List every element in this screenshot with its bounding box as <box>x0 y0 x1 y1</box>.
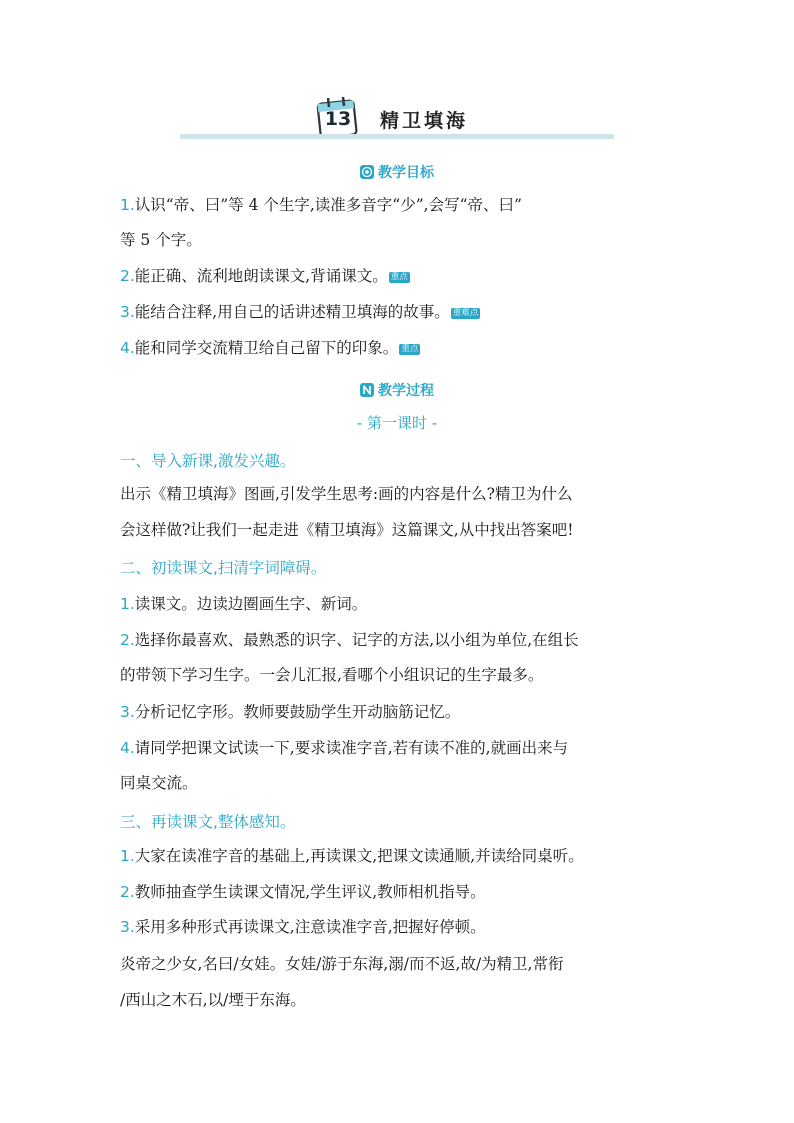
title-divider <box>180 134 614 139</box>
part-3-item-3: 3.采用多种形式再读课文,注意读准字音,把握好停顿。 <box>120 918 486 936</box>
part-2-item-2-cont: 的带领下学习生字。一会儿汇报,看哪个小组识记的生字最多。 <box>120 666 544 684</box>
part-1-text-cont: 会这样做?让我们一起走进《精卫填海》这篇课文,从中找出答案吧! <box>120 521 574 539</box>
part-2-item-4-cont: 同桌交流。 <box>120 774 198 792</box>
process-heading-text: 教学过程 <box>378 383 434 399</box>
part-3-item-1: 1.大家在读准字音的基础上,再读课文,把课文读通顺,并读给同桌听。 <box>120 847 584 865</box>
lesson-number: 13 <box>324 108 352 130</box>
part-2-item-4: 4.请同学把课文试读一下,要求读准字音,若有读不准的,就画出来与 <box>120 739 569 757</box>
lesson-title: 精卫填海 <box>380 110 469 132</box>
objective-1-cont: 等 5 个字。 <box>120 231 202 249</box>
objective-1: 1.认识“帝、曰”等 4 个生字,读准多音字“少”,会写“帝、曰” <box>120 196 522 214</box>
part-2-heading: 二、初读课文,扫清字词障碍。 <box>120 559 327 577</box>
objective-4: 4.能和同学交流精卫给自己留下的印象。 重点 <box>120 339 419 357</box>
n-letter-icon <box>360 383 374 397</box>
part-1-heading: 一、导入新课,激发兴趣。 <box>120 452 296 470</box>
key-point-tag: 重点 <box>401 344 419 354</box>
key-difficult-tag: 重难点 <box>452 308 479 318</box>
session-label: - 第一课时 - <box>356 414 438 432</box>
part-3-heading: 三、再读课文,整体感知。 <box>120 813 296 831</box>
objective-2: 2.能正确、流利地朗读课文,背诵课文。 重点 <box>120 267 408 285</box>
part-2-item-2: 2.选择你最喜欢、最熟悉的识字、记字的方法,以小组为单位,在组长 <box>120 631 579 649</box>
target-icon <box>360 165 374 179</box>
part-3-item-2: 2.教师抽查学生读课文情况,学生评议,教师相机指导。 <box>120 883 486 901</box>
objective-3: 3.能结合注释,用自己的话讲述精卫填海的故事。 重难点 <box>120 303 479 321</box>
process-heading <box>0 380 794 400</box>
part-2-item-3: 3.分析记忆字形。教师要鼓励学生开动脑筋记忆。 <box>120 703 461 721</box>
classical-text-cont: /西山之木石,以/堙于东海。 <box>120 991 306 1009</box>
lesson-header <box>180 92 614 144</box>
objectives-heading-text: 教学目标 <box>378 165 434 181</box>
objectives-heading <box>0 162 794 182</box>
part-1-text: 出示《精卫填海》图画,引发学生思考:画的内容是什么?精卫为什么 <box>120 485 573 503</box>
key-point-tag: 重点 <box>390 272 408 282</box>
part-2-item-1: 1.读课文。边读边圈画生字、新词。 <box>120 595 368 613</box>
classical-text: 炎帝之少女,名曰/女娃。女娃/游于东海,溺/而不返,故/为精卫,常衔 <box>120 955 564 973</box>
